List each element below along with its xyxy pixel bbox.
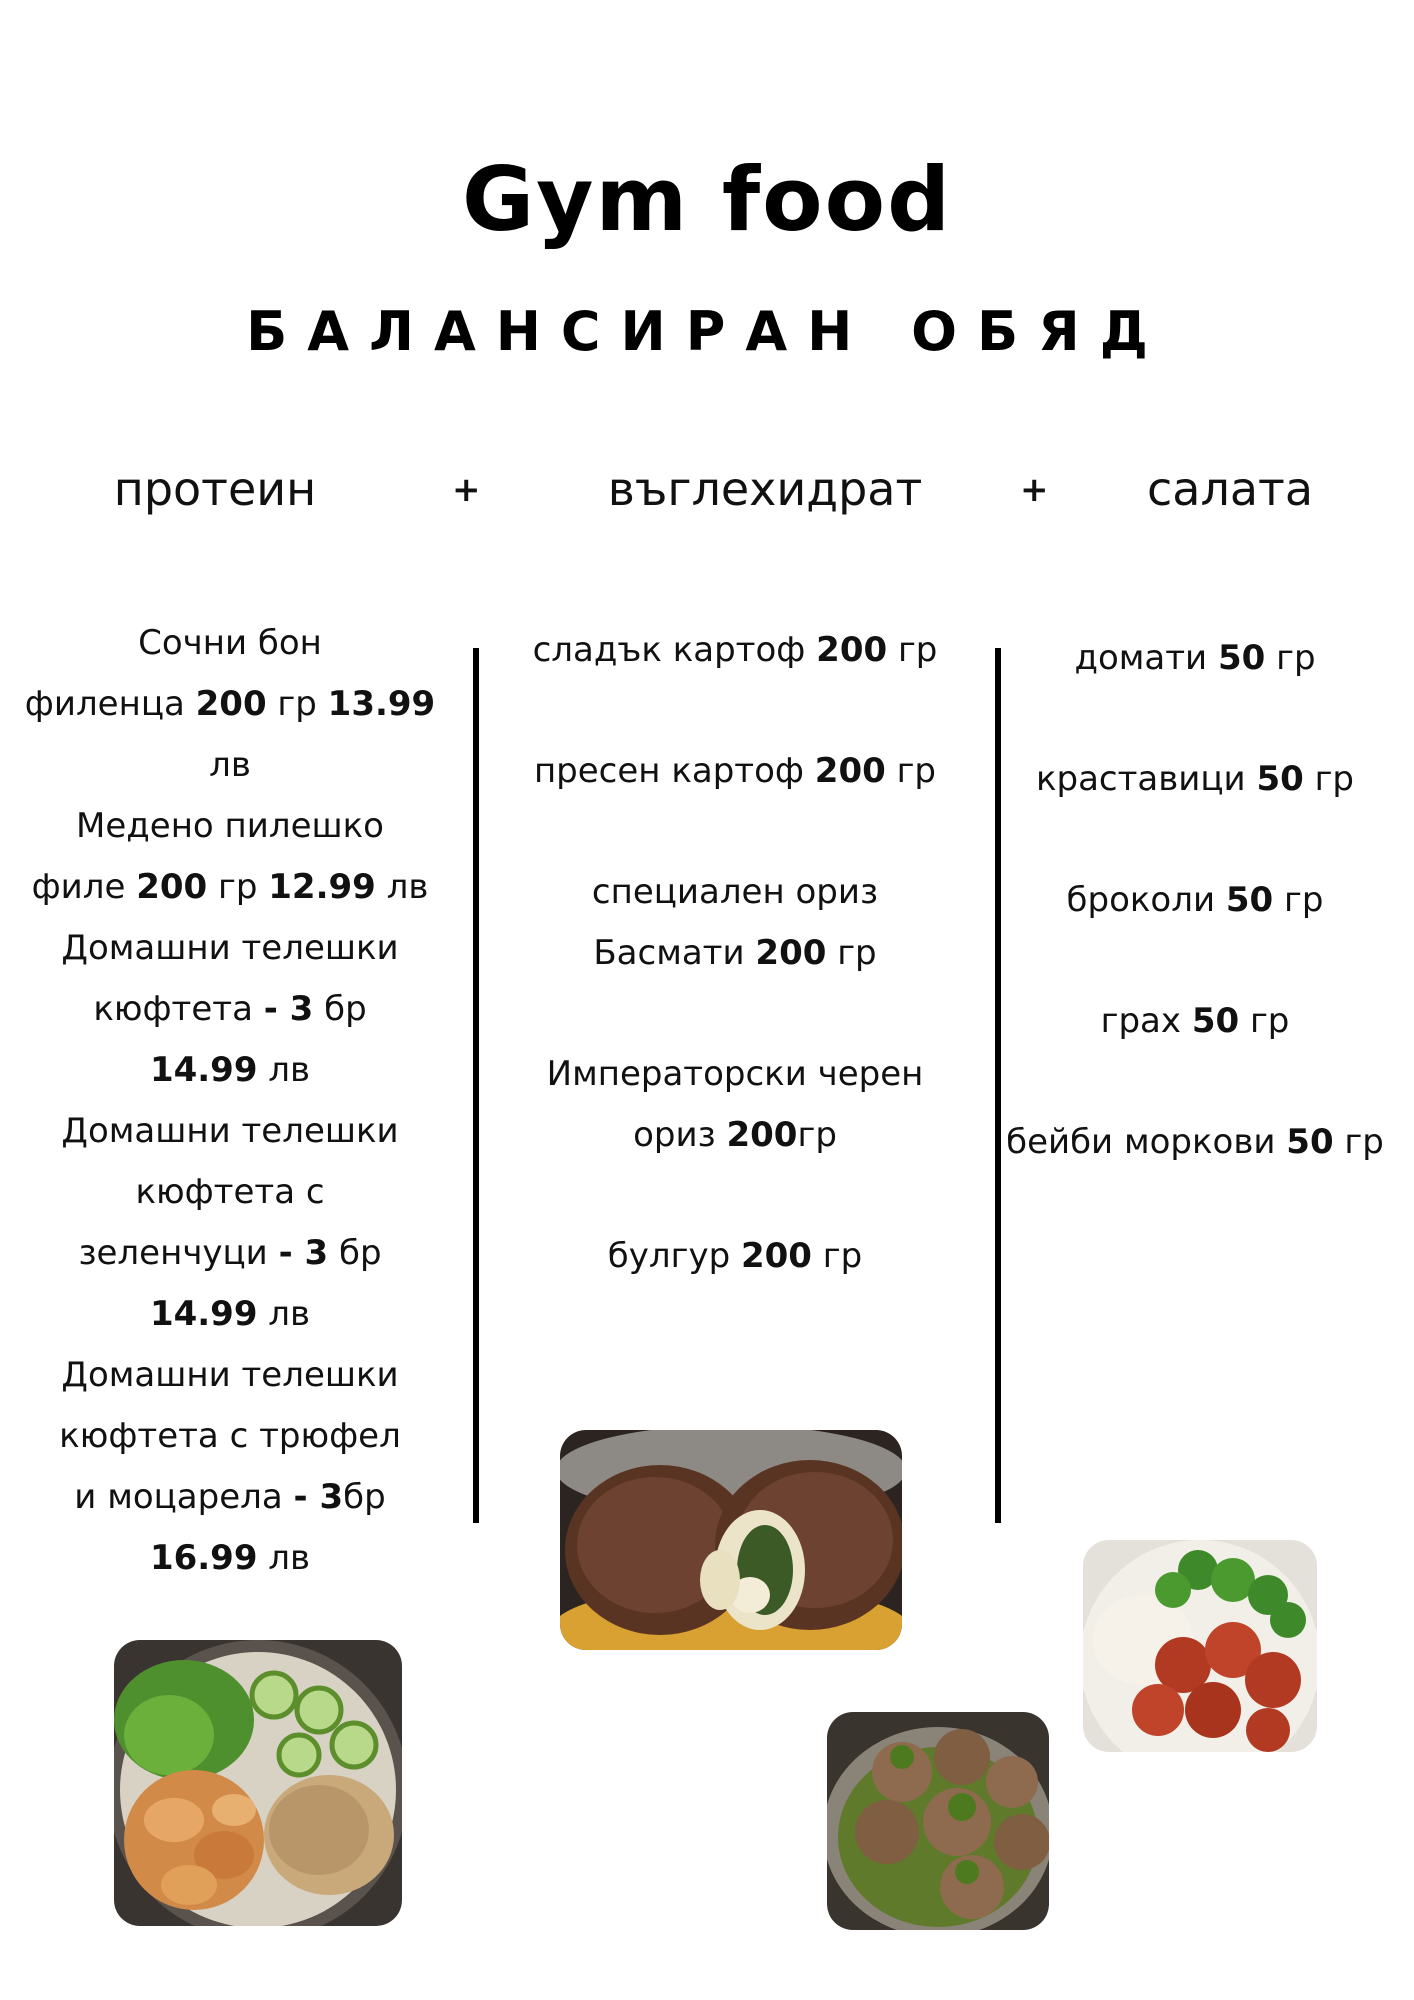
menu-item — [515, 1044, 955, 1166]
item-quantity: 200 — [136, 867, 208, 907]
menu-item — [1000, 749, 1390, 810]
item-quantity: 200 — [816, 630, 888, 670]
item-text: броколи — [1066, 880, 1226, 920]
item-quantity: 200 — [726, 1115, 798, 1155]
plus-sign-1: + — [452, 470, 481, 510]
item-text: зеленчуци — [78, 1233, 279, 1273]
item-text: булгур — [607, 1236, 741, 1276]
item-quantity: - 3 — [293, 1477, 344, 1517]
item-text: кюфтета с трюфел — [59, 1416, 401, 1456]
page-title: Gym food — [461, 148, 953, 251]
item-quantity: - 3 — [278, 1233, 329, 1273]
item-text: Домашни телешки — [61, 928, 399, 968]
menu-item — [15, 1345, 445, 1589]
item-text: бр — [343, 1477, 386, 1517]
item-quantity: 50 — [1217, 638, 1266, 678]
item-text: домати — [1074, 638, 1218, 678]
item-quantity: 200 — [195, 684, 267, 724]
plus-sign-2: + — [1020, 470, 1049, 510]
meatballs-rice-broccoli-photo — [1083, 1540, 1317, 1752]
item-quantity: 50 — [1256, 759, 1304, 799]
protein-heading: протеин — [113, 462, 317, 516]
page-subtitle: БАЛАНСИРАН ОБЯД — [246, 300, 1168, 363]
menu-item — [515, 1226, 955, 1287]
item-text: Домашни телешки — [61, 1111, 399, 1151]
item-text: гр — [207, 867, 269, 907]
item-text: гр — [1333, 1122, 1384, 1162]
item-quantity: 16.99 — [149, 1538, 258, 1578]
menu-item — [1000, 870, 1390, 931]
item-text: грах — [1100, 1001, 1192, 1041]
item-text: бейби моркови — [1006, 1122, 1287, 1162]
item-text: бр — [313, 989, 367, 1029]
item-quantity: 50 — [1286, 1122, 1334, 1162]
salad-heading: салата — [1146, 462, 1314, 516]
item-text: филенца — [24, 684, 196, 724]
item-text: гр — [1239, 1001, 1290, 1041]
item-text: гр — [797, 1115, 837, 1155]
item-text: Басмати — [593, 933, 756, 973]
item-text: Императорски черен — [546, 1054, 924, 1094]
item-text: Сочни бон — [138, 623, 322, 663]
chicken-bowl-photo — [114, 1640, 402, 1926]
item-quantity: - 3 — [263, 989, 314, 1029]
item-text: лв — [257, 1538, 311, 1578]
item-text: бр — [328, 1233, 382, 1273]
carbs-heading: въглехидрат — [607, 462, 923, 516]
item-text: гр — [1265, 638, 1316, 678]
item-text: пресен картоф — [533, 751, 815, 791]
item-quantity: 50 — [1191, 1001, 1240, 1041]
item-text: краставици — [1035, 759, 1257, 799]
item-text: сладък картоф — [532, 630, 817, 670]
item-text: гр — [1303, 759, 1355, 799]
item-quantity: 14.99 — [149, 1050, 258, 1090]
item-text: лв — [257, 1294, 311, 1334]
item-text: лв — [257, 1050, 311, 1090]
item-text: лв — [209, 745, 251, 785]
item-text: гр — [885, 751, 937, 791]
menu-item — [1000, 1112, 1390, 1173]
item-quantity: 200 — [814, 751, 886, 791]
stuffed-meatball-photo — [560, 1430, 902, 1650]
item-text: лв — [375, 867, 429, 907]
item-quantity: 50 — [1225, 880, 1274, 920]
item-quantity: 200 — [740, 1236, 812, 1276]
item-text: Домашни телешки — [61, 1355, 399, 1395]
item-text: филе — [31, 867, 137, 907]
item-text: Медено пилешко — [76, 806, 384, 846]
item-quantity: 200 — [755, 933, 827, 973]
item-text: и моцарела — [74, 1477, 294, 1517]
menu-item — [15, 918, 445, 1101]
menu-item — [1000, 628, 1390, 689]
menu-item — [1000, 991, 1390, 1052]
item-quantity: 12.99 — [268, 867, 376, 907]
menu-item — [15, 1101, 445, 1345]
item-text: ориз — [633, 1115, 727, 1155]
menu-item — [15, 796, 445, 918]
menu-item — [15, 613, 445, 796]
item-text: гр — [1273, 880, 1324, 920]
protein-list — [15, 613, 445, 1589]
salad-list — [1000, 628, 1390, 1173]
item-text: кюфтета — [93, 989, 264, 1029]
item-quantity: 13.99 — [327, 684, 436, 724]
menu-item — [515, 862, 955, 984]
menu-item — [515, 741, 955, 802]
item-text: гр — [811, 1236, 863, 1276]
item-text: кюфтета с — [135, 1172, 325, 1212]
item-text: гр — [266, 684, 328, 724]
menu-item — [515, 620, 955, 681]
pesto-meatballs-photo — [827, 1712, 1049, 1930]
carb-list — [515, 620, 955, 1287]
item-quantity: 14.99 — [149, 1294, 258, 1334]
column-divider-left — [473, 648, 479, 1523]
item-text: специален ориз — [591, 872, 879, 912]
item-text: гр — [887, 630, 938, 670]
item-text: гр — [826, 933, 877, 973]
